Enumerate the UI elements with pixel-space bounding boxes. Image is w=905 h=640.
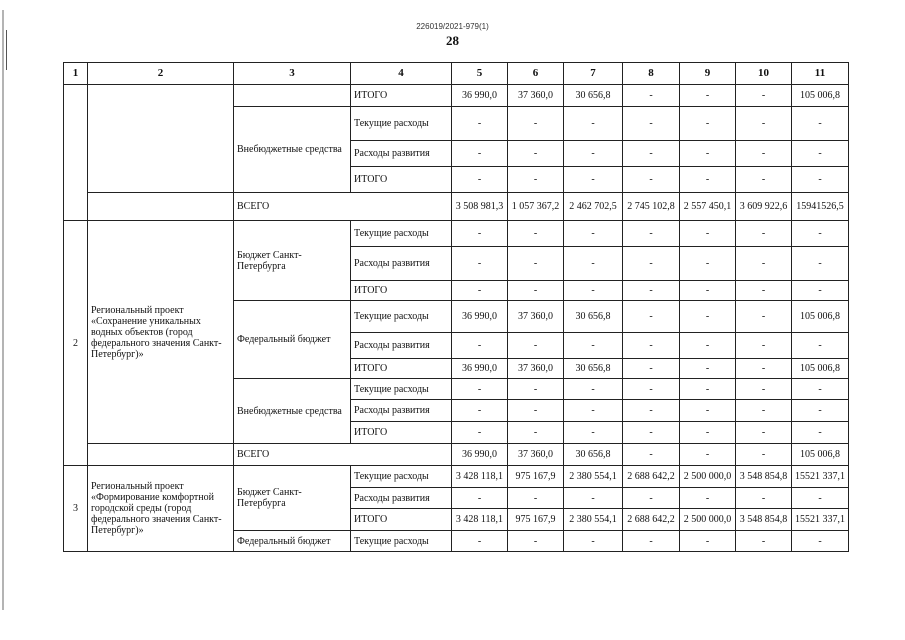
value-cell: - [564, 531, 623, 552]
value-cell: - [736, 107, 792, 141]
value-cell: - [452, 221, 508, 247]
budget-table [63, 62, 849, 552]
value-cell: 36 990,0 [452, 444, 508, 466]
value-cell: - [564, 422, 623, 444]
value-cell: - [736, 141, 792, 167]
value-cell: 2 500 000,0 [680, 466, 736, 488]
value-cell: - [508, 333, 564, 359]
value-cell: 975 167,9 [508, 466, 564, 488]
value-cell: - [736, 379, 792, 400]
column-header: 1 [64, 63, 88, 85]
value-cell: - [564, 221, 623, 247]
value-cell: - [564, 247, 623, 281]
value-cell: - [623, 281, 680, 301]
row-label: Текущие расходы [351, 221, 452, 247]
value-cell: - [736, 221, 792, 247]
value-cell: - [623, 488, 680, 509]
value-cell: - [564, 400, 623, 422]
value-cell: - [623, 422, 680, 444]
row-label: Текущие расходы [351, 379, 452, 400]
value-cell: 37 360,0 [508, 85, 564, 107]
value-cell: - [508, 281, 564, 301]
value-cell: - [792, 488, 849, 509]
value-cell: 37 360,0 [508, 444, 564, 466]
value-cell: - [508, 107, 564, 141]
value-cell: - [623, 247, 680, 281]
source-cell [234, 85, 351, 107]
table-row [64, 85, 849, 107]
value-cell: - [623, 400, 680, 422]
row-label: ИТОГО [351, 359, 452, 379]
value-cell: 36 990,0 [452, 301, 508, 333]
value-cell: 2 745 102,8 [623, 193, 680, 221]
value-cell: - [508, 488, 564, 509]
value-cell: - [508, 379, 564, 400]
value-cell: - [623, 379, 680, 400]
value-cell: - [792, 422, 849, 444]
project-name-cell [88, 193, 234, 221]
column-header: 9 [680, 63, 736, 85]
row-label: Текущие расходы [351, 531, 452, 552]
source-cell: Внебюджетные средства [234, 107, 351, 193]
value-cell: - [680, 488, 736, 509]
table-row [64, 466, 849, 488]
value-cell: - [792, 221, 849, 247]
value-cell: - [792, 281, 849, 301]
value-cell: - [452, 281, 508, 301]
value-cell: - [452, 107, 508, 141]
value-cell: - [680, 379, 736, 400]
value-cell: 3 609 922,6 [736, 193, 792, 221]
row-label: ИТОГО [351, 281, 452, 301]
value-cell: - [564, 333, 623, 359]
value-cell: 975 167,9 [508, 509, 564, 531]
value-cell: - [736, 488, 792, 509]
value-cell: 36 990,0 [452, 359, 508, 379]
column-header: 8 [623, 63, 680, 85]
value-cell: 36 990,0 [452, 85, 508, 107]
value-cell: - [736, 531, 792, 552]
value-cell: - [623, 301, 680, 333]
value-cell: - [736, 247, 792, 281]
value-cell: 2 500 000,0 [680, 509, 736, 531]
value-cell: - [680, 221, 736, 247]
total-label: ВСЕГО [234, 193, 452, 221]
value-cell: - [452, 247, 508, 281]
value-cell: - [680, 333, 736, 359]
total-row [64, 444, 849, 466]
value-cell: 105 006,8 [792, 359, 849, 379]
value-cell: 15521 337,1 [792, 466, 849, 488]
source-cell: Федеральный бюджет [234, 531, 351, 552]
value-cell: - [508, 531, 564, 552]
column-header: 5 [452, 63, 508, 85]
source-cell: Бюджет Санкт-Петербурга [234, 466, 351, 531]
value-cell: - [736, 422, 792, 444]
value-cell: - [508, 221, 564, 247]
value-cell: - [792, 167, 849, 193]
value-cell: - [452, 400, 508, 422]
value-cell: - [736, 444, 792, 466]
value-cell: - [736, 400, 792, 422]
row-label: Расходы развития [351, 333, 452, 359]
table-row [64, 221, 849, 247]
row-label: ИТОГО [351, 422, 452, 444]
value-cell: - [564, 107, 623, 141]
value-cell: - [452, 141, 508, 167]
row-number-cell: 3 [64, 466, 88, 552]
header-row [64, 63, 849, 85]
value-cell: - [452, 379, 508, 400]
column-header: 6 [508, 63, 564, 85]
value-cell: - [792, 141, 849, 167]
source-cell: Федеральный бюджет [234, 301, 351, 379]
value-cell: - [623, 107, 680, 141]
column-header: 10 [736, 63, 792, 85]
row-label: Расходы развития [351, 400, 452, 422]
value-cell: - [792, 247, 849, 281]
source-cell: Внебюджетные средства [234, 379, 351, 444]
value-cell: - [736, 167, 792, 193]
value-cell: - [736, 301, 792, 333]
value-cell: 2 380 554,1 [564, 466, 623, 488]
value-cell: - [680, 107, 736, 141]
total-label: ВСЕГО [234, 444, 452, 466]
total-row [64, 193, 849, 221]
value-cell: 3 548 854,8 [736, 466, 792, 488]
value-cell: 2 557 450,1 [680, 193, 736, 221]
value-cell: - [452, 167, 508, 193]
value-cell: - [792, 379, 849, 400]
value-cell: - [680, 531, 736, 552]
value-cell: - [680, 247, 736, 281]
value-cell: - [564, 141, 623, 167]
value-cell: - [792, 400, 849, 422]
value-cell: - [452, 333, 508, 359]
value-cell: - [623, 141, 680, 167]
value-cell: - [564, 488, 623, 509]
row-label: Текущие расходы [351, 301, 452, 333]
value-cell: - [564, 281, 623, 301]
value-cell: 2 688 642,2 [623, 509, 680, 531]
column-header: 11 [792, 63, 849, 85]
value-cell: 3 548 854,8 [736, 509, 792, 531]
column-header: 3 [234, 63, 351, 85]
value-cell: - [792, 531, 849, 552]
value-cell: 37 360,0 [508, 359, 564, 379]
row-label: Расходы развития [351, 488, 452, 509]
scan-edge-mark [2, 10, 4, 610]
source-cell: Бюджет Санкт-Петербурга [234, 221, 351, 301]
row-label: ИТОГО [351, 167, 452, 193]
value-cell: 2 462 702,5 [564, 193, 623, 221]
value-cell: - [736, 359, 792, 379]
value-cell: - [680, 301, 736, 333]
value-cell: - [792, 107, 849, 141]
value-cell: 105 006,8 [792, 444, 849, 466]
value-cell: - [680, 281, 736, 301]
row-label: Расходы развития [351, 247, 452, 281]
value-cell: - [452, 422, 508, 444]
value-cell: - [508, 167, 564, 193]
document-id: 226019/2021-979(1) [416, 22, 489, 31]
value-cell: - [736, 281, 792, 301]
project-name-cell: Региональный проект «Сохранение уникальных водных объектов (город федерального значения Санкт-Петербург)» [88, 221, 234, 444]
value-cell: 15521 337,1 [792, 509, 849, 531]
value-cell: - [623, 531, 680, 552]
value-cell: - [680, 141, 736, 167]
row-label: ИТОГО [351, 509, 452, 531]
project-name-cell: Региональный проект «Формирование комфортной городской среды (город федерального значения Санкт-Петербург)» [88, 466, 234, 552]
value-cell: 2 380 554,1 [564, 509, 623, 531]
value-cell: - [736, 85, 792, 107]
value-cell: 1 057 367,2 [508, 193, 564, 221]
row-label: Текущие расходы [351, 466, 452, 488]
value-cell: 37 360,0 [508, 301, 564, 333]
row-number-cell [64, 85, 88, 221]
value-cell: - [623, 167, 680, 193]
value-cell: - [623, 85, 680, 107]
value-cell: - [508, 247, 564, 281]
value-cell: - [564, 167, 623, 193]
value-cell: - [680, 167, 736, 193]
row-label: Текущие расходы [351, 107, 452, 141]
row-label: ИТОГО [351, 85, 452, 107]
value-cell: 30 656,8 [564, 301, 623, 333]
value-cell: 15941526,5 [792, 193, 849, 221]
column-header: 2 [88, 63, 234, 85]
value-cell: - [680, 422, 736, 444]
value-cell: - [680, 359, 736, 379]
value-cell: - [452, 488, 508, 509]
value-cell: - [680, 85, 736, 107]
value-cell: - [680, 400, 736, 422]
value-cell: 3 428 118,1 [452, 466, 508, 488]
value-cell: - [564, 379, 623, 400]
value-cell: - [623, 444, 680, 466]
row-label: Расходы развития [351, 141, 452, 167]
value-cell: - [508, 141, 564, 167]
value-cell: 3 508 981,3 [452, 193, 508, 221]
value-cell: - [623, 359, 680, 379]
row-number-cell: 2 [64, 221, 88, 466]
value-cell: - [623, 221, 680, 247]
value-cell: 3 428 118,1 [452, 509, 508, 531]
value-cell: 105 006,8 [792, 85, 849, 107]
value-cell: - [508, 400, 564, 422]
value-cell: - [792, 333, 849, 359]
value-cell: 30 656,8 [564, 444, 623, 466]
value-cell: - [736, 333, 792, 359]
page-number: 28 [446, 33, 459, 48]
project-name-cell [88, 85, 234, 193]
value-cell: 105 006,8 [792, 301, 849, 333]
value-cell: 30 656,8 [564, 85, 623, 107]
column-header: 7 [564, 63, 623, 85]
value-cell: - [452, 531, 508, 552]
value-cell: 2 688 642,2 [623, 466, 680, 488]
column-header: 4 [351, 63, 452, 85]
value-cell: - [680, 444, 736, 466]
value-cell: - [623, 333, 680, 359]
project-name-cell [88, 444, 234, 466]
value-cell: 30 656,8 [564, 359, 623, 379]
value-cell: - [508, 422, 564, 444]
